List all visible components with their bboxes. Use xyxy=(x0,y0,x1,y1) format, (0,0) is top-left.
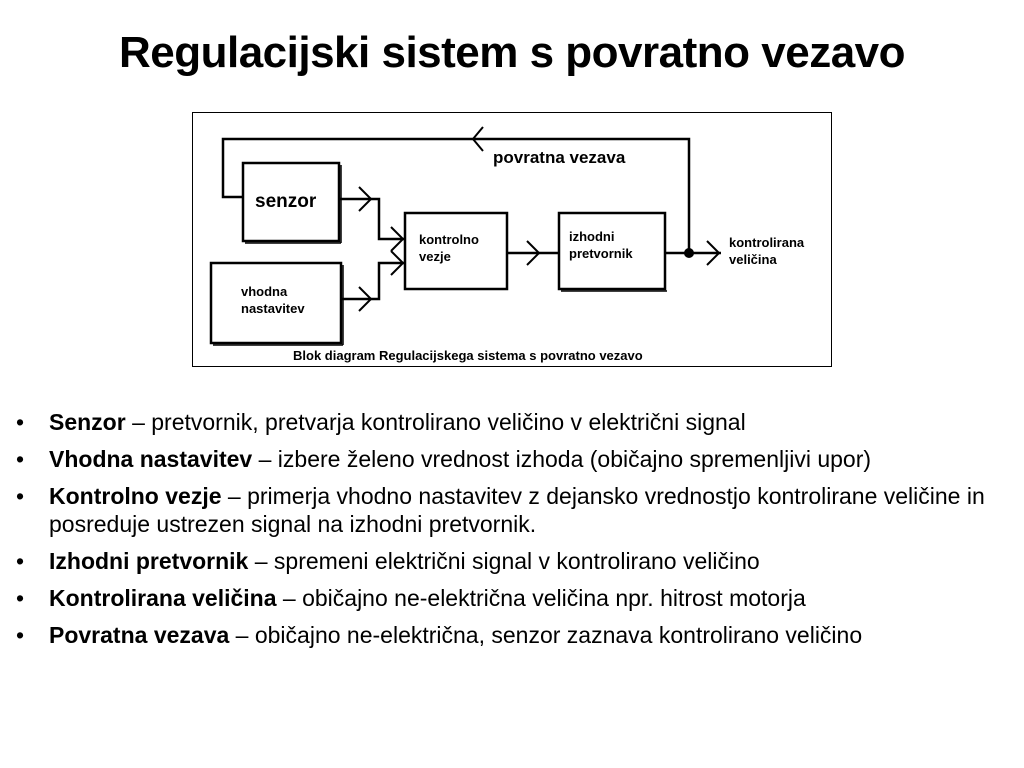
bullet-icon: • xyxy=(16,548,25,574)
bullet-icon: • xyxy=(16,585,25,611)
list-item xyxy=(16,621,1006,649)
setpoint-to-controller-line xyxy=(341,263,405,299)
izhodni-label-line1: izhodni xyxy=(569,229,615,244)
feedback-label: povratna vezava xyxy=(493,148,626,167)
list-item-text: – primerja vhodno nastavitev z dejansko vrednostjo kontrolirane veličine in posreduje ustrezen signal na izhodni pretvornik. xyxy=(49,483,985,537)
list-item-term: Kontrolirana veličina xyxy=(49,585,277,611)
list-item-text: – spremeni električni signal v kontrolirano veličino xyxy=(248,548,760,574)
slide-title: Regulacijski sistem s povratno vezavo xyxy=(118,28,906,77)
izhodni-label-line2: pretvornik xyxy=(569,246,633,261)
kontrolno-label-line1: kontrolno xyxy=(419,232,479,247)
bullet-icon: • xyxy=(16,446,25,472)
list-item-term: Izhodni pretvornik xyxy=(49,548,249,574)
senzor-label: senzor xyxy=(255,191,317,212)
vhodna-label-line2: nastavitev xyxy=(241,301,305,316)
list-item xyxy=(16,445,1006,473)
list-item xyxy=(16,482,1006,538)
list-item xyxy=(16,408,1006,436)
list-item-term: Kontrolno vezje xyxy=(49,483,222,509)
diagram-caption: Blok diagram Regulacijskega sistema s povratno vezavo xyxy=(293,348,643,363)
kontrolno-label-line2: vezje xyxy=(419,249,451,264)
list-item-term: Povratna vezava xyxy=(49,622,230,648)
definition-list xyxy=(16,408,1006,658)
list-item-text: – izbere želeno vrednost izhoda (običajno spremenljivi upor) xyxy=(252,446,872,472)
list-item-text: – običajno ne-električna veličina npr. hitrost motorja xyxy=(276,585,806,611)
senzor-to-controller-line xyxy=(339,199,405,239)
bullet-icon: • xyxy=(16,483,25,509)
output-label-line2: veličina xyxy=(729,252,777,267)
bullet-icon: • xyxy=(16,622,25,648)
list-item xyxy=(16,547,1006,575)
block-diagram-svg xyxy=(193,113,833,368)
bullet-icon: • xyxy=(16,409,25,435)
list-item-text: – običajno ne-električna, senzor zaznava kontrolirano veličino xyxy=(229,622,863,648)
list-item xyxy=(16,584,1006,612)
list-item-text: – pretvornik, pretvarja kontrolirano veličino v električni signal xyxy=(125,409,746,435)
vhodna-label-line1: vhodna xyxy=(241,284,288,299)
list-item-term: Vhodna nastavitev xyxy=(49,446,253,472)
output-label-line1: kontrolirana xyxy=(729,235,805,250)
junction-dot xyxy=(684,248,694,258)
block-diagram xyxy=(192,112,832,367)
list-item-term: Senzor xyxy=(49,409,126,435)
